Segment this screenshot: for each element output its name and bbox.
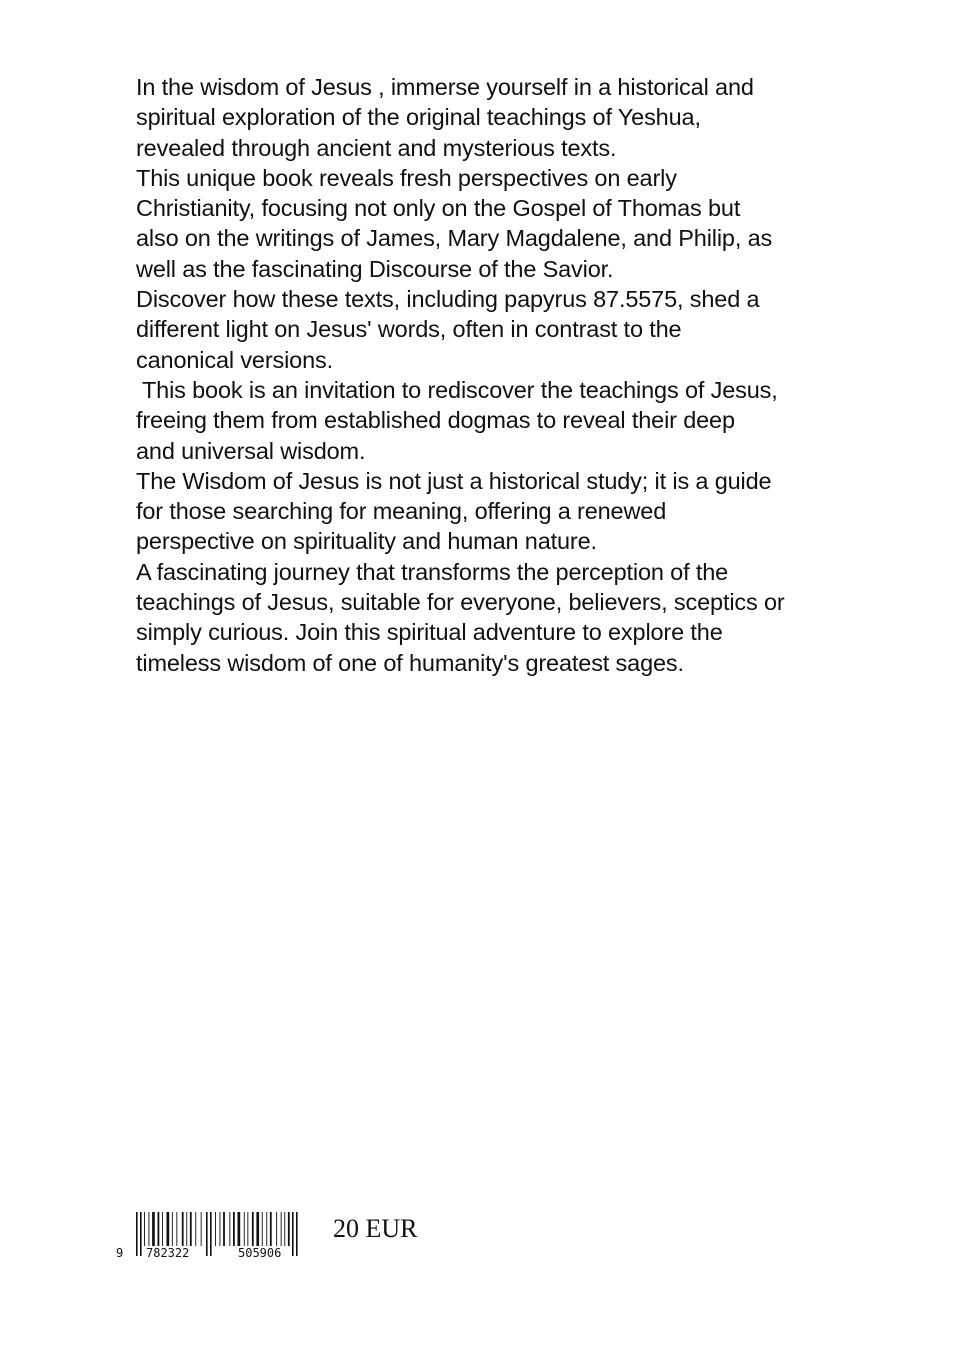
barcode-lead-digit: 9 <box>116 1246 124 1260</box>
barcode-bar <box>215 1212 216 1246</box>
barcode-bar <box>284 1212 285 1246</box>
blurb-line: This book is an invitation to rediscover the teachings of Jesus, <box>136 376 778 403</box>
barcode-bar <box>288 1212 290 1246</box>
barcode-right-digits: 505906 <box>238 1246 282 1260</box>
barcode-bar <box>190 1212 192 1246</box>
blurb-line: revealed through ancient and mysterious texts. <box>136 134 617 161</box>
barcode-bar <box>247 1212 248 1246</box>
barcode-bar <box>152 1212 155 1246</box>
barcode-bar <box>210 1212 212 1256</box>
blurb-line: In the wisdom of Jesus , immerse yourself in a historical and <box>136 74 754 100</box>
barcode-graphic <box>112 1212 302 1262</box>
blurb-line: canonical versions. <box>136 346 334 373</box>
barcode-bar <box>238 1212 241 1246</box>
barcode-bar <box>223 1212 225 1246</box>
blurb-line: different light on Jesus' words, often in contrast to the <box>136 316 682 343</box>
barcode-bar <box>244 1212 245 1246</box>
barcode-bar <box>186 1212 187 1246</box>
blurb-line: teachings of Jesus, suitable for everyone, believers, sceptics or <box>136 589 785 616</box>
barcode-bar <box>206 1212 208 1256</box>
barcode-bar <box>195 1212 196 1246</box>
barcode-bar <box>140 1212 142 1256</box>
blurb-line: freeing them from established dogmas to reveal their deep <box>136 407 735 434</box>
blurb-line: A fascinating journey that transforms the perception of the <box>136 558 729 585</box>
barcode-bar <box>136 1212 138 1256</box>
blurb-line: This unique book reveals fresh perspectives on early <box>136 164 677 191</box>
barcode-bar <box>296 1212 298 1256</box>
barcode-bar <box>182 1212 184 1246</box>
blurb-line: perspective on spirituality and human nature. <box>136 528 597 555</box>
barcode-bar <box>233 1212 235 1246</box>
blurb-line: spiritual exploration of the original teachings of Yeshua, <box>136 104 701 131</box>
barcode-bar <box>176 1212 177 1246</box>
barcode-bar <box>252 1212 254 1246</box>
barcode-bar <box>220 1212 221 1246</box>
barcode-bar <box>149 1212 150 1246</box>
barcode-bar <box>144 1212 145 1246</box>
barcode-bar <box>292 1212 294 1256</box>
barcode-bar <box>266 1212 267 1246</box>
back-cover-blurb <box>136 72 836 678</box>
blurb-line: well as the fascinating Discourse of the Savior. <box>136 255 614 282</box>
barcode-bar <box>262 1212 263 1246</box>
blurb-line: timeless wisdom of one of humanity's greatest sages. <box>136 649 684 676</box>
blurb-line: Discover how these texts, including papyrus 87.5575, shed a <box>136 286 760 313</box>
barcode-bar <box>158 1212 160 1246</box>
barcode-bar <box>201 1212 202 1246</box>
blurb-line: for those searching for meaning, offering a renewed <box>136 498 667 525</box>
barcode-bar <box>229 1212 230 1246</box>
blurb-line: and universal wisdom. <box>136 437 366 464</box>
barcode-left-digits: 782322 <box>146 1246 190 1260</box>
blurb-line: The Wisdom of Jesus is not just a historical study; it is a guide <box>136 467 772 494</box>
barcode-bar <box>172 1212 173 1246</box>
barcode-bar <box>276 1212 277 1246</box>
barcode-bar <box>256 1212 259 1246</box>
barcode-bar <box>270 1212 272 1246</box>
barcode-bar <box>281 1212 282 1246</box>
price-label: 20 EUR <box>333 1214 418 1243</box>
barcode-bar <box>162 1212 163 1246</box>
isbn-barcode <box>112 1212 302 1262</box>
barcode-bar <box>167 1212 170 1246</box>
blurb-line: Christianity, focusing not only on the Gospel of Thomas but <box>136 195 741 222</box>
blurb-line: simply curious. Join this spiritual adventure to explore the <box>136 619 723 646</box>
blurb-line: also on the writings of James, Mary Magdalene, and Philip, as <box>136 225 773 252</box>
